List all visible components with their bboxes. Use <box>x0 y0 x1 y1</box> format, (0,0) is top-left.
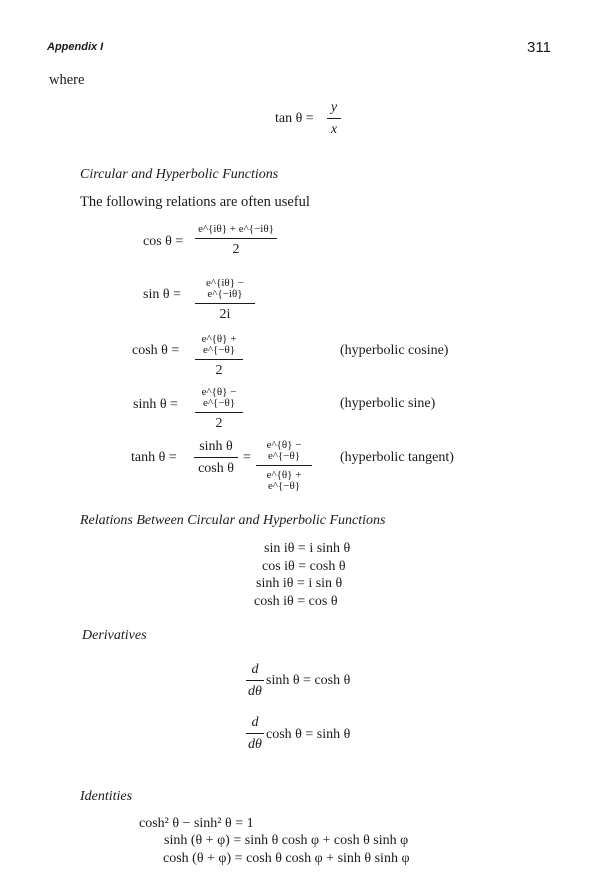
cosh-lhs: cosh θ = <box>132 343 180 358</box>
tanh-numerator-2: e^{θ} − e^{−θ} <box>266 439 302 462</box>
fraction-bar <box>195 412 243 413</box>
sin-denominator: 2i <box>219 307 231 322</box>
tanh-lhs: tanh θ = <box>131 450 177 465</box>
tanh-numerator-1: sinh θ <box>199 439 233 454</box>
derivative-operator-2 <box>246 716 264 752</box>
fraction-bar <box>194 457 238 458</box>
identity-line: cosh² θ − sinh² θ = 1 <box>139 816 254 831</box>
fraction-bar <box>256 465 312 466</box>
relation-line: cos iθ = cosh θ <box>262 559 346 574</box>
lead-text: The following relations are often useful <box>80 194 310 210</box>
identity-line: cosh (θ + φ) = cosh θ cosh φ + sinh θ sinh φ <box>163 851 410 866</box>
page-number: 311 <box>527 39 551 56</box>
derivative-operator-1 <box>246 663 264 699</box>
sin-lhs: sin θ = <box>143 287 181 302</box>
tan-numerator: y <box>330 100 338 115</box>
where-text: where <box>49 72 85 88</box>
fraction-bar <box>246 733 264 734</box>
tanh-denominator-2: e^{θ} + e^{−θ} <box>266 469 302 492</box>
sin-numerator: e^{iθ} − e^{−iθ} <box>206 277 244 300</box>
relation-line: sin iθ = i sinh θ <box>264 541 351 556</box>
tanh-denominator-1: cosh θ <box>198 461 234 476</box>
fraction-bar <box>195 303 255 304</box>
derivative-numerator: d <box>251 715 259 730</box>
relation-line: cosh iθ = cos θ <box>254 594 338 609</box>
fraction-bar <box>195 359 243 360</box>
derivative-rhs-1: sinh θ = cosh θ <box>266 673 351 688</box>
fraction-bar <box>195 238 277 239</box>
fraction-bar <box>246 680 264 681</box>
cosh-denominator: 2 <box>215 363 223 378</box>
section-heading-circular-hyperbolic: Circular and Hyperbolic Functions <box>80 167 279 182</box>
running-header: Appendix I <box>47 41 104 53</box>
sin-fraction <box>195 278 255 322</box>
tanh-note: (hyperbolic tangent) <box>340 450 454 465</box>
cos-lhs: cos θ = <box>143 234 184 249</box>
tanh-equals: = <box>243 450 251 465</box>
identity-line: sinh (θ + φ) = sinh θ cosh φ + cosh θ sinh φ <box>164 833 409 848</box>
cos-denominator: 2 <box>232 242 240 257</box>
sinh-fraction <box>195 387 243 431</box>
derivative-denominator: dθ <box>248 737 262 752</box>
sinh-numerator: e^{θ} − e^{−θ} <box>201 386 237 409</box>
tan-lhs: tan θ = <box>275 111 314 126</box>
section-heading-identities: Identities <box>80 789 133 804</box>
cosh-fraction <box>195 334 243 378</box>
tan-denominator: x <box>330 122 338 137</box>
cos-fraction <box>195 224 277 257</box>
sinh-denominator: 2 <box>215 416 223 431</box>
sinh-lhs: sinh θ = <box>133 397 178 412</box>
relation-line: sinh iθ = i sin θ <box>256 576 343 591</box>
section-heading-derivatives: Derivatives <box>82 628 147 643</box>
derivative-numerator: d <box>251 662 259 677</box>
derivative-rhs-2: cosh θ = sinh θ <box>266 727 351 742</box>
cosh-note: (hyperbolic cosine) <box>340 343 449 358</box>
tanh-fraction-1 <box>194 440 238 476</box>
derivative-denominator: dθ <box>248 684 262 699</box>
fraction-bar <box>327 118 341 119</box>
tanh-fraction-2 <box>256 440 312 492</box>
tan-fraction <box>327 101 341 137</box>
sinh-note: (hyperbolic sine) <box>340 396 436 411</box>
cosh-numerator: e^{θ} + e^{−θ} <box>201 333 237 356</box>
cos-numerator: e^{iθ} + e^{−iθ} <box>198 223 274 235</box>
section-heading-relations: Relations Between Circular and Hyperbolic Functions <box>80 513 386 528</box>
